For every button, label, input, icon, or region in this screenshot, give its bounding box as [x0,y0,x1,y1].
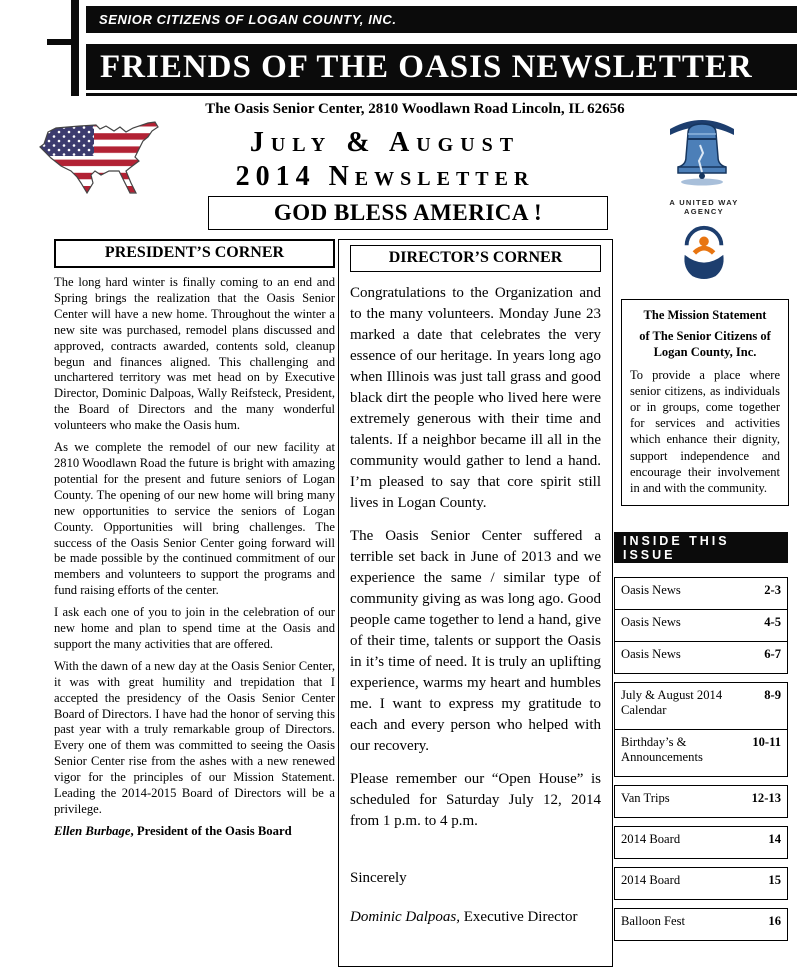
presidents-paragraph: I ask each one of you to join in the celebration of our new home and plan to spend time at the Oasis and support the many activities that are offered. [54,605,335,651]
toc-item-label: Oasis News [621,583,681,597]
director-title: Executive Director [460,909,578,925]
toc-item-pages: 6-7 [764,647,781,661]
god-bless-banner [208,196,608,230]
usa-flag-map-icon [36,120,182,206]
mission-body: To provide a place where senior citizens, as individuals or in groups, come together for services and activities which enhance their dignity, support independence and encourage their involvement in and with the community. [630,367,780,495]
toc-item-label: Van Trips [621,791,670,805]
issue-title [205,127,565,193]
presidents-corner-section [54,239,335,961]
directors-closing: Sincerely [350,870,407,886]
newsletter-title: FRIENDS OF THE OASIS NEWSLETTER [100,48,753,85]
toc-item-pages: 15 [768,873,781,887]
toc-item-pages: 2-3 [764,583,781,597]
presidents-paragraph: As we complete the remodel of our new facility at 2810 Woodlawn Road the future is bright with amazing potential for the present and future seniors of Logan County. The opening of our new home will bring many new opportunities to service the seniors of Logan County. Opportunities will bring challenges. The success of the Oasis Senior Center going forward will be made possible by the continued commitment of our members and volunteers to support the programs and fund raising efforts of the center. [54,440,335,598]
inside-this-issue-list [614,577,788,941]
toc-item-label: Oasis News [621,647,681,661]
toc-item-label: 2014 Board [621,873,681,887]
org-name: SENIOR CITIZENS OF LOGAN COUNTY, INC. [99,12,397,27]
inside-this-issue-title: INSIDE THIS ISSUE [623,533,730,562]
toc-item-label: 2014 Board [621,832,681,846]
toc-row [614,682,788,730]
presidents-corner-heading: PRESIDENT’S CORNER [54,239,335,268]
center-address: The Oasis Senior Center, 2810 Woodlawn Road Lincoln, IL 62656 [205,101,625,117]
toc-row [614,641,788,674]
toc-item-pages: 12-13 [751,791,781,805]
director-name: Dominic Dalpoas, [350,909,460,925]
united-way-logo-icon [662,220,746,287]
toc-row [614,908,788,941]
toc-row [614,826,788,859]
presidents-paragraph: With the dawn of a new day at the Oasis Senior Center, it was with great humility and trepidation that I accepted the presidency of the Oasis Senior Center Board of Directors. I have had the honor of serving this past year with a truly remarkable group of Directors. Every one of them was committed to seeing the Oasis Senior Center rise from the ashes with a new renewed vigor for the principles of our Mission Statement. Leading the 2014-2015 Board of Directors will be a privilege. [54,658,335,816]
masthead-cross-rule [47,39,73,45]
toc-item-pages: 16 [768,914,781,928]
toc-item-label: July & August 2014 Calendar [621,688,723,717]
mission-heading [630,307,780,361]
org-name-bar [86,6,797,33]
president-name: Ellen Burbage [54,823,131,838]
god-bless-text: GOD BLESS AMERICA ! [273,200,543,225]
president-title: , President of the Oasis Board [130,823,292,838]
presidents-signature [54,824,335,839]
toc-row [614,577,788,610]
mission-statement-box [621,299,789,506]
toc-row [614,609,788,642]
directors-corner-section [338,239,613,967]
mission-heading-line2: of The Senior Citizens of Logan County, Inc. [639,328,771,359]
united-way-caption-line2: AGENCY [684,207,724,216]
toc-row [614,785,788,818]
liberty-bell-icon [658,108,746,192]
directors-signature [350,909,601,926]
toc-row [614,867,788,900]
mission-heading-line1: The Mission Statement [643,308,767,322]
united-way-caption-line1: A UNITED WAY [669,198,739,207]
masthead-vertical-rule [71,0,79,96]
issue-year: 2014 Newsletter [235,161,535,192]
toc-item-pages: 4-5 [764,615,781,629]
toc-item-label: Oasis News [621,615,681,629]
inside-this-issue-header [614,532,788,563]
directors-paragraph: Congratulations to the Organization and to the many volunteers. Monday June 23 marked a date that celebrates the very essence of our heritage. In years long ago when Illinois was just tall grass and good black dirt the people who lived here were extremely generous with their time and talents. If a neighbor became ill all in the community would gather to lend a hand. I’m pleased to say that core spirit still lives in Logan County. [350,285,601,511]
directors-corner-heading: DIRECTOR’S CORNER [350,245,601,272]
directors-paragraph: Please remember our “Open House” is scheduled for Saturday July 12, 2014 from 1 p.m. to 4 p.m. [350,771,601,829]
issue-month: July & August [249,127,521,158]
toc-item-pages: 14 [768,832,781,846]
toc-item-label: Balloon Fest [621,914,686,928]
masthead-underline [86,93,797,96]
united-way-block [662,198,746,287]
toc-item-pages: 10-11 [752,735,781,749]
directors-paragraph: The Oasis Senior Center suffered a terrible set back in June of 2013 and we experience the same / similar type of community giving as was long ago. Good people came together to lend a hand, give of their time, talents or support the Oasis in it’s time of need. It is truly an uplifting experience, warms my heart and humbles me. I want to express my gratitude to each and every person who helped with our recovery. [350,528,601,754]
presidents-paragraph: The long hard winter is finally coming to an end and Spring brings the realization that the Oasis Senior Center will have a new home. Throughout the winter a new site was purchased, remodel plans discussed and approved, contracts awarded, contents sold, cleanup begun and finances aligned. This challenging and unchartered territory was met head on by Executive Director, Dominic Dalpoas, Wally Reifsteck, President, the Board of Directors and the many wonderful volunteers who make the Oasis hum. [54,275,335,433]
newsletter-title-bar [86,44,797,90]
toc-item-pages: 8-9 [764,688,781,702]
toc-item-label: Birthday’s & Announcements [621,735,703,764]
toc-row [614,729,788,777]
